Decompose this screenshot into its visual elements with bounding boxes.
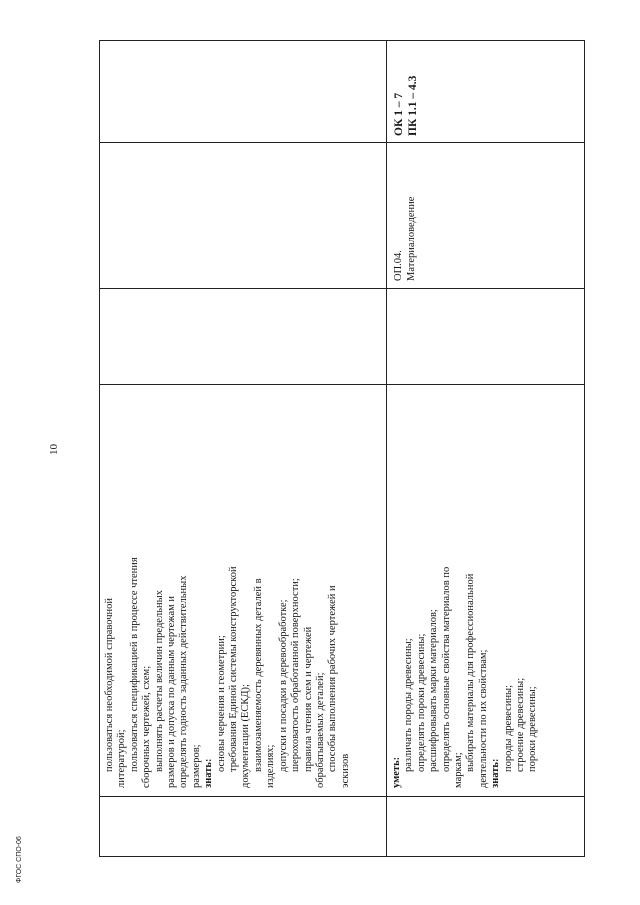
row2-description xyxy=(391,567,540,788)
row2-line: строение древесины; xyxy=(515,677,527,772)
row1-line: выполнять расчеты величин предельных xyxy=(153,590,165,772)
row1-line: шероховатость обработанной поверхности; xyxy=(290,578,302,772)
row2-line: определять пороки древесины; xyxy=(415,633,427,772)
row1-line: способы выполнения рабочих чертежей и xyxy=(327,585,339,772)
row1-line: допуски и посадки в деревообработке; xyxy=(277,599,289,772)
row1-line: изделиях; xyxy=(265,744,277,788)
column-divider-3 xyxy=(99,384,585,385)
row2-line: деятельности по их свойствам; xyxy=(477,649,489,788)
competencies-cell xyxy=(392,76,420,136)
row1-line: взаимозаменяемость деревянных деталей в xyxy=(252,578,264,772)
row2-line: расшифровывать марки материалов; xyxy=(428,609,440,772)
row1-line: знать: xyxy=(203,758,215,788)
discipline-code: ОП.04. xyxy=(393,250,404,281)
competency-code: ПК 1.1 – 4.3 xyxy=(407,75,419,136)
row1-line: основы черчения и геометрии; xyxy=(215,635,227,772)
row1-line: литературой; xyxy=(116,729,128,788)
column-divider-4 xyxy=(99,796,585,797)
row1-line: правила чтения схем и чертежей xyxy=(302,626,314,772)
row1-description xyxy=(104,557,352,788)
row1-line: пользоваться необходимой справочной xyxy=(104,598,115,772)
row1-line: эскизов xyxy=(339,753,351,788)
row1-line: определять годность заданных действительных xyxy=(178,575,190,788)
row2-line: породы древесины; xyxy=(502,684,514,772)
row1-line: сборочных чертежей, схем; xyxy=(141,665,153,788)
row2-line: уметь: xyxy=(391,756,402,788)
page-number: 10 xyxy=(48,444,60,455)
row1-line: обрабатываемых деталей; xyxy=(314,672,326,788)
table-border-right xyxy=(584,40,585,857)
row2-line: маркам; xyxy=(453,752,465,788)
discipline-title: Материаловедение xyxy=(406,196,417,281)
table-border-bottom xyxy=(99,856,585,857)
row2-line: определять основные свойства материалов по xyxy=(440,566,452,772)
row1-line: размеров и допуска по данным чертежам и xyxy=(166,595,178,788)
row1-line: пользоваться спецификацией в процессе чтения xyxy=(128,557,140,772)
column-divider-2 xyxy=(99,288,585,289)
row2-line: пороки древесины; xyxy=(527,686,539,772)
discipline-cell xyxy=(392,197,418,281)
row2-line: знать: xyxy=(490,758,502,788)
row1-line: требования Единой системы конструкторской xyxy=(228,566,240,772)
row1-line: документации (ЕСКД); xyxy=(240,684,252,788)
row2-line: выбирать материалы для профессиональной xyxy=(465,573,477,772)
table-border-top xyxy=(99,40,585,41)
column-divider-1 xyxy=(99,142,585,143)
row-divider xyxy=(386,40,387,857)
table-border-left xyxy=(99,40,100,857)
competency-code: ОК 1 – 7 xyxy=(393,92,405,136)
row2-line: различать породы древесины; xyxy=(403,638,415,772)
footer-text: ФГОС СПО-06 xyxy=(16,836,23,883)
row1-line: размеров; xyxy=(190,744,202,788)
